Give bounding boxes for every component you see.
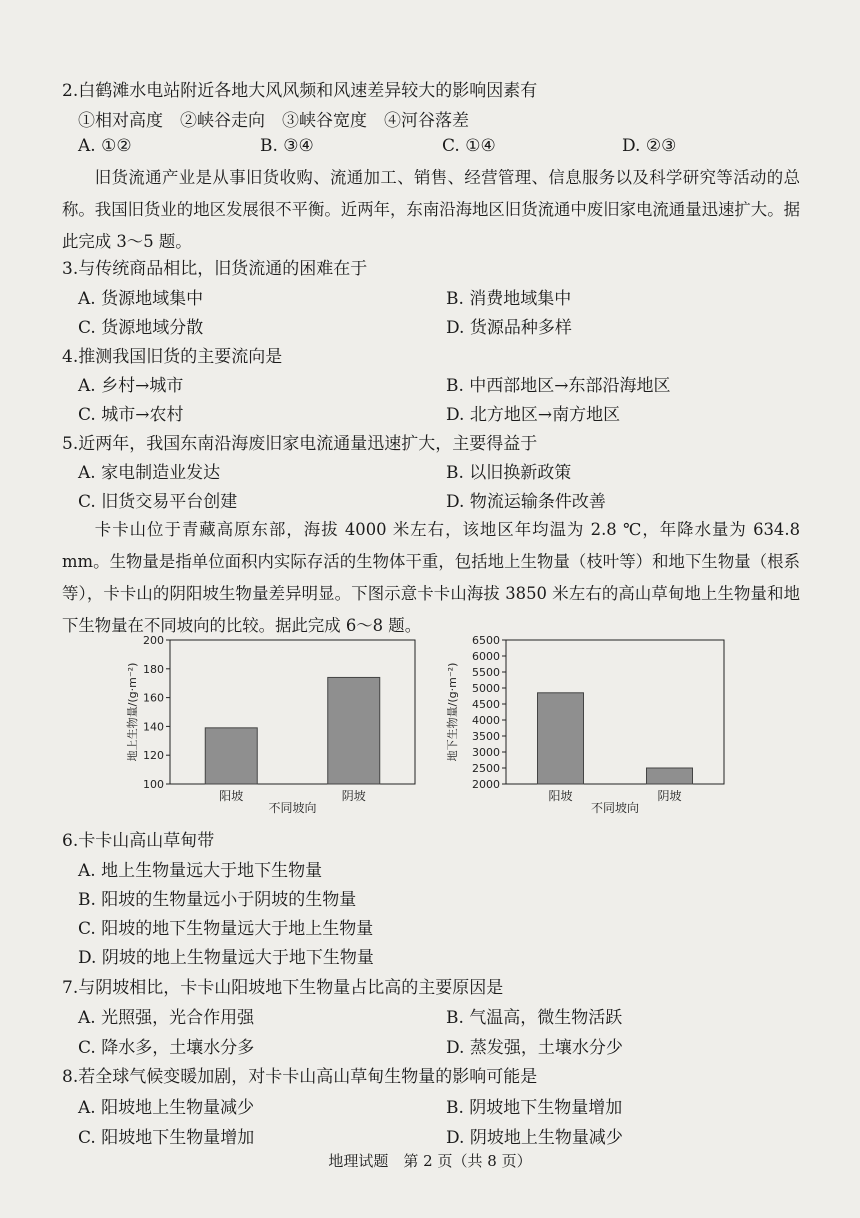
x-axis-label: 不同坡向	[268, 801, 317, 815]
question-8-option-c: C. 阳坡地下生物量增加	[78, 1128, 255, 1148]
x-tick-label: 阴坡	[657, 789, 682, 803]
question-6-option-b: B. 阳坡的生物量远小于阴坡的生物量	[78, 890, 357, 910]
question-4-stem: 4.推测我国旧货的主要流向是	[62, 347, 283, 367]
question-6-option-c: C. 阳坡的地下生物量远大于地上生物量	[78, 919, 374, 939]
y-tick-label: 2500	[472, 762, 500, 775]
question-8-option-b: B. 阴坡地下生物量增加	[446, 1098, 623, 1118]
question-3-option-b: B. 消费地域集中	[446, 289, 572, 309]
bar-shady-slope	[328, 677, 380, 784]
bar-sunny-slope	[538, 693, 584, 784]
y-tick-label: 4000	[472, 714, 500, 727]
question-2-stem: 2.白鹤滩水电站附近各地大风风频和风速差异较大的影响因素有	[62, 81, 538, 101]
bar-sunny-slope	[205, 728, 257, 784]
question-6-stem: 6.卡卡山高山草甸带	[62, 831, 215, 851]
y-tick-label: 120	[143, 749, 164, 763]
y-tick-label: 160	[143, 691, 164, 705]
y-tick-label: 4500	[472, 698, 500, 711]
y-tick-label: 5500	[472, 666, 500, 679]
y-axis-label: 地下生物量/(g·m⁻²)	[446, 662, 459, 762]
x-tick-label: 阳坡	[219, 789, 244, 803]
x-tick-label: 阳坡	[548, 789, 573, 803]
question-5-stem: 5.近两年，我国东南沿海废旧家电流通量迅速扩大，主要得益于	[62, 434, 538, 454]
y-tick-label: 6500	[472, 634, 500, 647]
question-7-option-d: D. 蒸发强，土壤水分少	[446, 1038, 623, 1058]
question-6-option-d: D. 阴坡的地上生物量远大于地下生物量	[78, 948, 374, 968]
question-4-option-b: B. 中西部地区→东部沿海地区	[446, 376, 671, 396]
chart-belowground-biomass	[436, 628, 726, 824]
question-7-option-c: C. 降水多，土壤水分多	[78, 1038, 255, 1058]
question-8-stem: 8.若全球气候变暖加剧，对卡卡山高山草甸生物量的影响可能是	[62, 1067, 538, 1087]
page-footer: 地理试题 第 2 页（共 8 页）	[328, 1152, 532, 1170]
y-tick-label: 100	[143, 778, 164, 791]
y-tick-label: 5000	[472, 682, 500, 695]
question-2-option-d: D. ②③	[622, 136, 677, 156]
question-4-option-d: D. 北方地区→南方地区	[446, 405, 621, 425]
question-4-option-c: C. 城市→农村	[78, 405, 184, 425]
question-5-option-c: C. 旧货交易平台创建	[78, 492, 238, 512]
chart-aboveground-biomass	[100, 628, 420, 824]
question-4-option-a: A. 乡村→城市	[78, 376, 184, 396]
question-3-option-d: D. 货源品种多样	[446, 318, 572, 338]
passage-used-goods: 旧货流通产业是从事旧货收购、流通加工、销售、经营管理、信息服务以及科学研究等活动的总称。我国旧货业的地区发展很不平衡。近两年，东南沿海地区旧货流通中废旧家电流通量迅速扩大。据此完成 3～5 题。	[62, 168, 800, 251]
y-tick-label: 200	[143, 634, 164, 647]
question-8-option-a: A. 阳坡地上生物量减少	[78, 1098, 255, 1118]
question-7-stem: 7.与阴坡相比，卡卡山阳坡地下生物量占比高的主要原因是	[62, 978, 504, 998]
question-8-option-d: D. 阴坡地上生物量减少	[446, 1128, 623, 1148]
question-2-factors: ①相对高度 ②峡谷走向 ③峡谷宽度 ④河谷落差	[78, 111, 469, 131]
y-tick-label: 3000	[472, 746, 500, 759]
x-axis-label: 不同坡向	[590, 801, 640, 815]
x-tick-label: 阴坡	[341, 789, 366, 803]
y-axis-label: 地上生物量/(g·m⁻²)	[126, 662, 139, 762]
question-7-option-b: B. 气温高，微生物活跃	[446, 1008, 623, 1028]
question-5-option-b: B. 以旧换新政策	[446, 463, 572, 483]
question-5-option-a: A. 家电制造业发达	[78, 463, 221, 483]
passage-kaka-mountain: 卡卡山位于青藏高原东部，海拔 4000 米左右，该地区年均温为 2.8 ℃，年降水量为 634.8 mm。生物量是指单位面积内实际存活的生物体干重，包括地上生物量（枝叶等）和地下生物量（根系等），卡卡山的阴阳坡生物量差异明显。下图示意卡卡山海拔 3850 米左右的高山草甸地上生物量和地下生物量在不同坡向的比较。据此完成 6～8 题。	[62, 520, 800, 635]
question-3-option-a: A. 货源地域集中	[78, 289, 204, 309]
y-tick-label: 2000	[472, 778, 500, 791]
question-2-option-a: A. ①②	[78, 136, 132, 156]
question-7-option-a: A. 光照强，光合作用强	[78, 1008, 255, 1028]
question-2-option-b: B. ③④	[260, 136, 314, 156]
y-tick-label: 3500	[472, 730, 500, 743]
bar-shady-slope	[647, 768, 693, 784]
y-tick-label: 180	[143, 662, 164, 676]
y-tick-label: 6000	[472, 650, 500, 663]
question-5-option-d: D. 物流运输条件改善	[446, 492, 606, 512]
y-tick-label: 140	[143, 720, 164, 734]
question-3-stem: 3.与传统商品相比，旧货流通的困难在于	[62, 259, 368, 279]
question-3-option-c: C. 货源地域分散	[78, 318, 204, 338]
question-6-option-a: A. 地上生物量远大于地下生物量	[78, 861, 323, 881]
question-2-option-c: C. ①④	[442, 136, 496, 156]
